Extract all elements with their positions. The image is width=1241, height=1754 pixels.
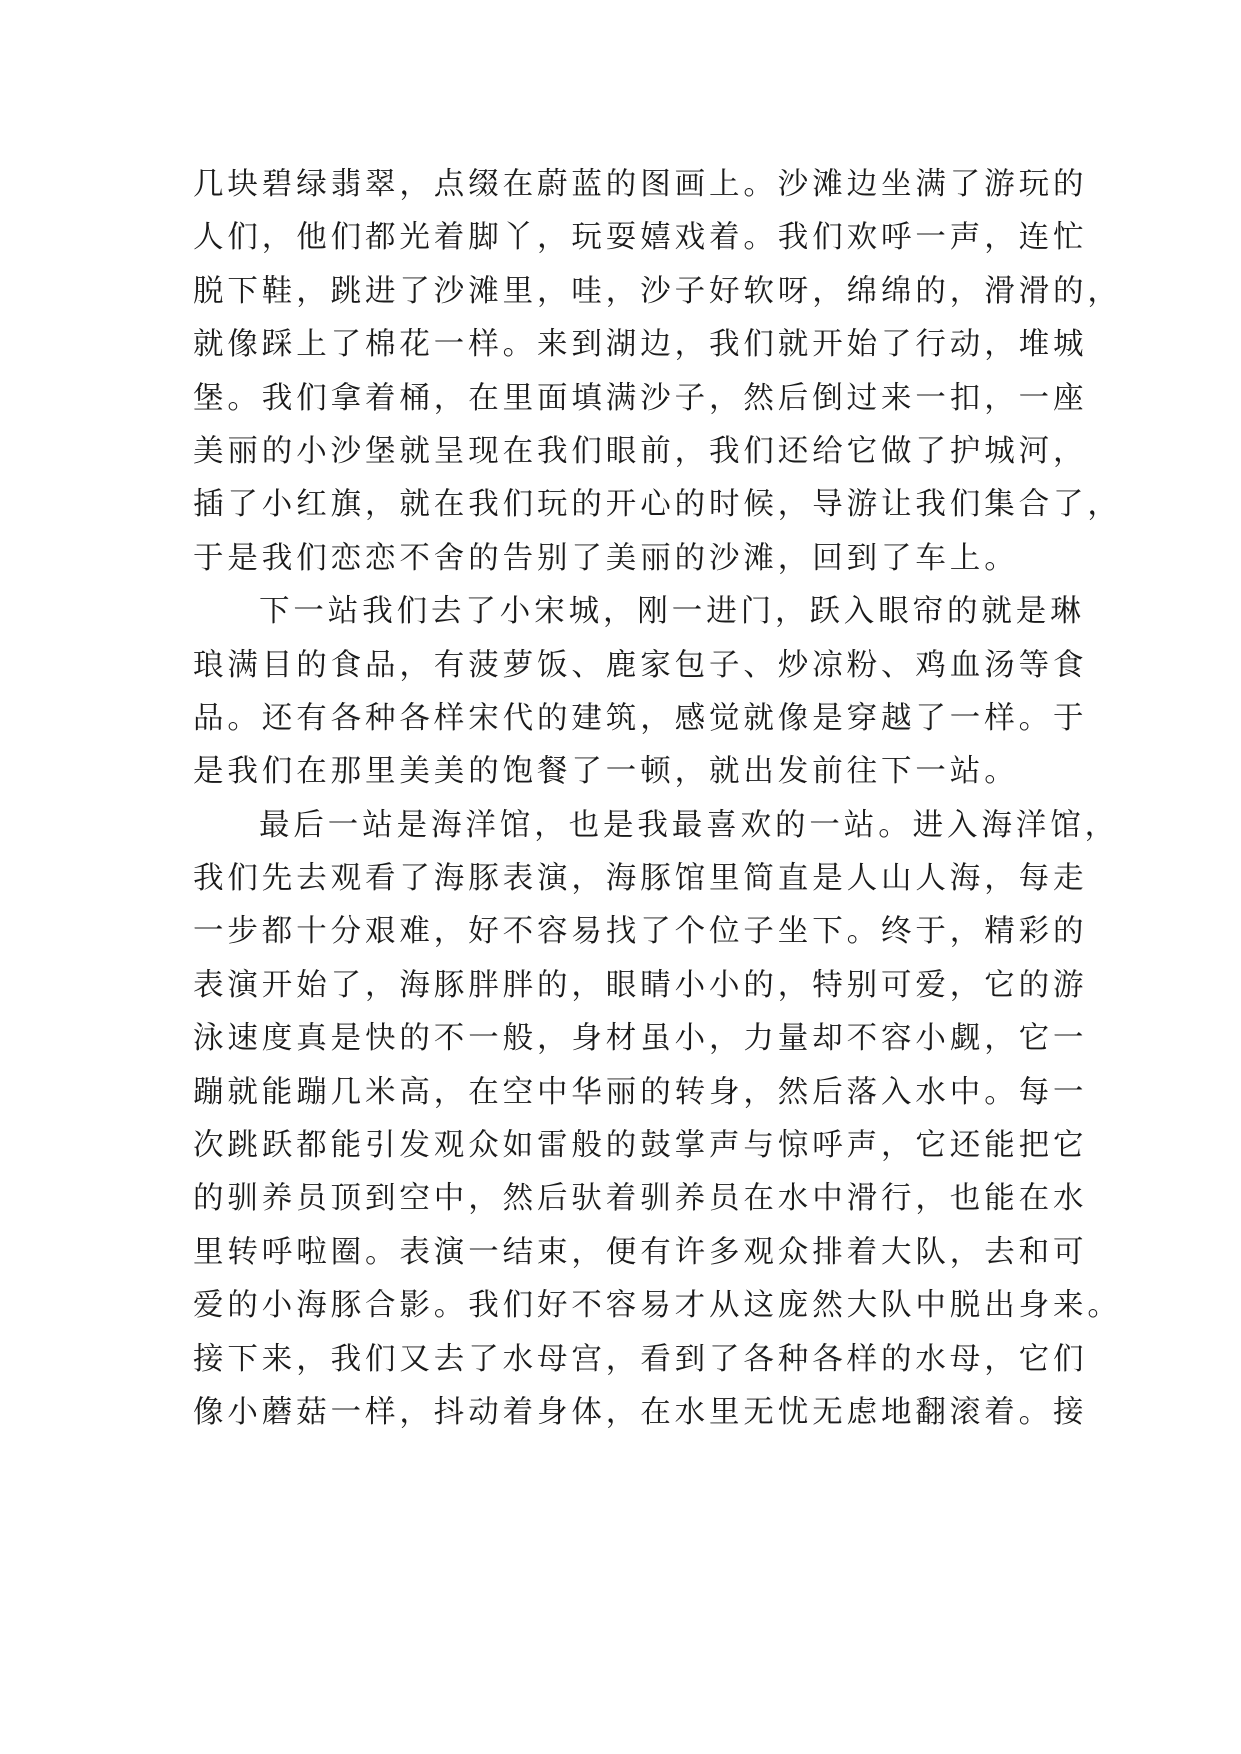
text-line: 爱的小海豚合影。我们好不容易才从这庞然大队中脱出身来。 bbox=[193, 1288, 1122, 1324]
text-line: 像小蘑菇一样，抖动着身体，在水里无忧无虑地翻滚着。接 bbox=[193, 1394, 1088, 1430]
text-line: 一步都十分艰难，好不容易找了个位子坐下。终于，精彩的 bbox=[193, 914, 1088, 950]
text-line: 就像踩上了棉花一样。来到湖边，我们就开始了行动，堆城 bbox=[193, 327, 1088, 363]
text-line: 次跳跃都能引发观众如雷般的鼓掌声与惊呼声，它还能把它 bbox=[193, 1128, 1088, 1164]
text-line: 表演开始了，海豚胖胖的，眼睛小小的，特别可爱，它的游 bbox=[193, 967, 1088, 1003]
text-line: 我们先去观看了海豚表演，海豚馆里简直是人山人海，每走 bbox=[193, 861, 1088, 897]
essay-text bbox=[193, 158, 1122, 1439]
paragraph-start-line: 下一站我们去了小宋城，刚一进门，跃入眼帘的就是琳 bbox=[259, 594, 1085, 630]
paragraph-start-line: 最后一站是海洋馆，也是我最喜欢的一站。进入海洋馆， bbox=[259, 807, 1119, 843]
text-line: 品。还有各种各样宋代的建筑，感觉就像是穿越了一样。于 bbox=[193, 700, 1088, 736]
text-line: 插了小红旗，就在我们玩的开心的时候，导游让我们集合了， bbox=[193, 487, 1122, 523]
text-line: 接下来，我们又去了水母宫，看到了各种各样的水母，它们 bbox=[193, 1341, 1088, 1377]
text-line: 里转呼啦圈。表演一结束，便有许多观众排着大队，去和可 bbox=[193, 1234, 1088, 1270]
text-line: 蹦就能蹦几米高，在空中华丽的转身，然后落入水中。每一 bbox=[193, 1074, 1088, 1110]
text-line: 琅满目的食品，有菠萝饭、鹿家包子、炒凉粉、鸡血汤等食 bbox=[193, 647, 1088, 683]
text-line: 脱下鞋，跳进了沙滩里，哇，沙子好软呀，绵绵的，滑滑的， bbox=[193, 273, 1122, 309]
text-line: 于是我们恋恋不舍的告别了美丽的沙滩，回到了车上。 bbox=[193, 540, 1019, 576]
text-line: 堡。我们拿着桶，在里面填满沙子，然后倒过来一扣，一座 bbox=[193, 380, 1088, 416]
text-line: 泳速度真是快的不一般，身材虽小，力量却不容小觑，它一 bbox=[193, 1021, 1088, 1057]
text-line: 是我们在那里美美的饱餐了一顿，就出发前往下一站。 bbox=[193, 754, 1019, 790]
text-line: 几块碧绿翡翠，点缀在蔚蓝的图画上。沙滩边坐满了游玩的 bbox=[193, 167, 1088, 202]
text-line: 的驯养员顶到空中，然后驮着驯养员在水中滑行，也能在水 bbox=[193, 1181, 1088, 1217]
text-line: 人们，他们都光着脚丫，玩耍嬉戏着。我们欢呼一声，连忙 bbox=[193, 220, 1088, 256]
text-line: 美丽的小沙堡就呈现在我们眼前，我们还给它做了护城河， bbox=[193, 433, 1088, 469]
